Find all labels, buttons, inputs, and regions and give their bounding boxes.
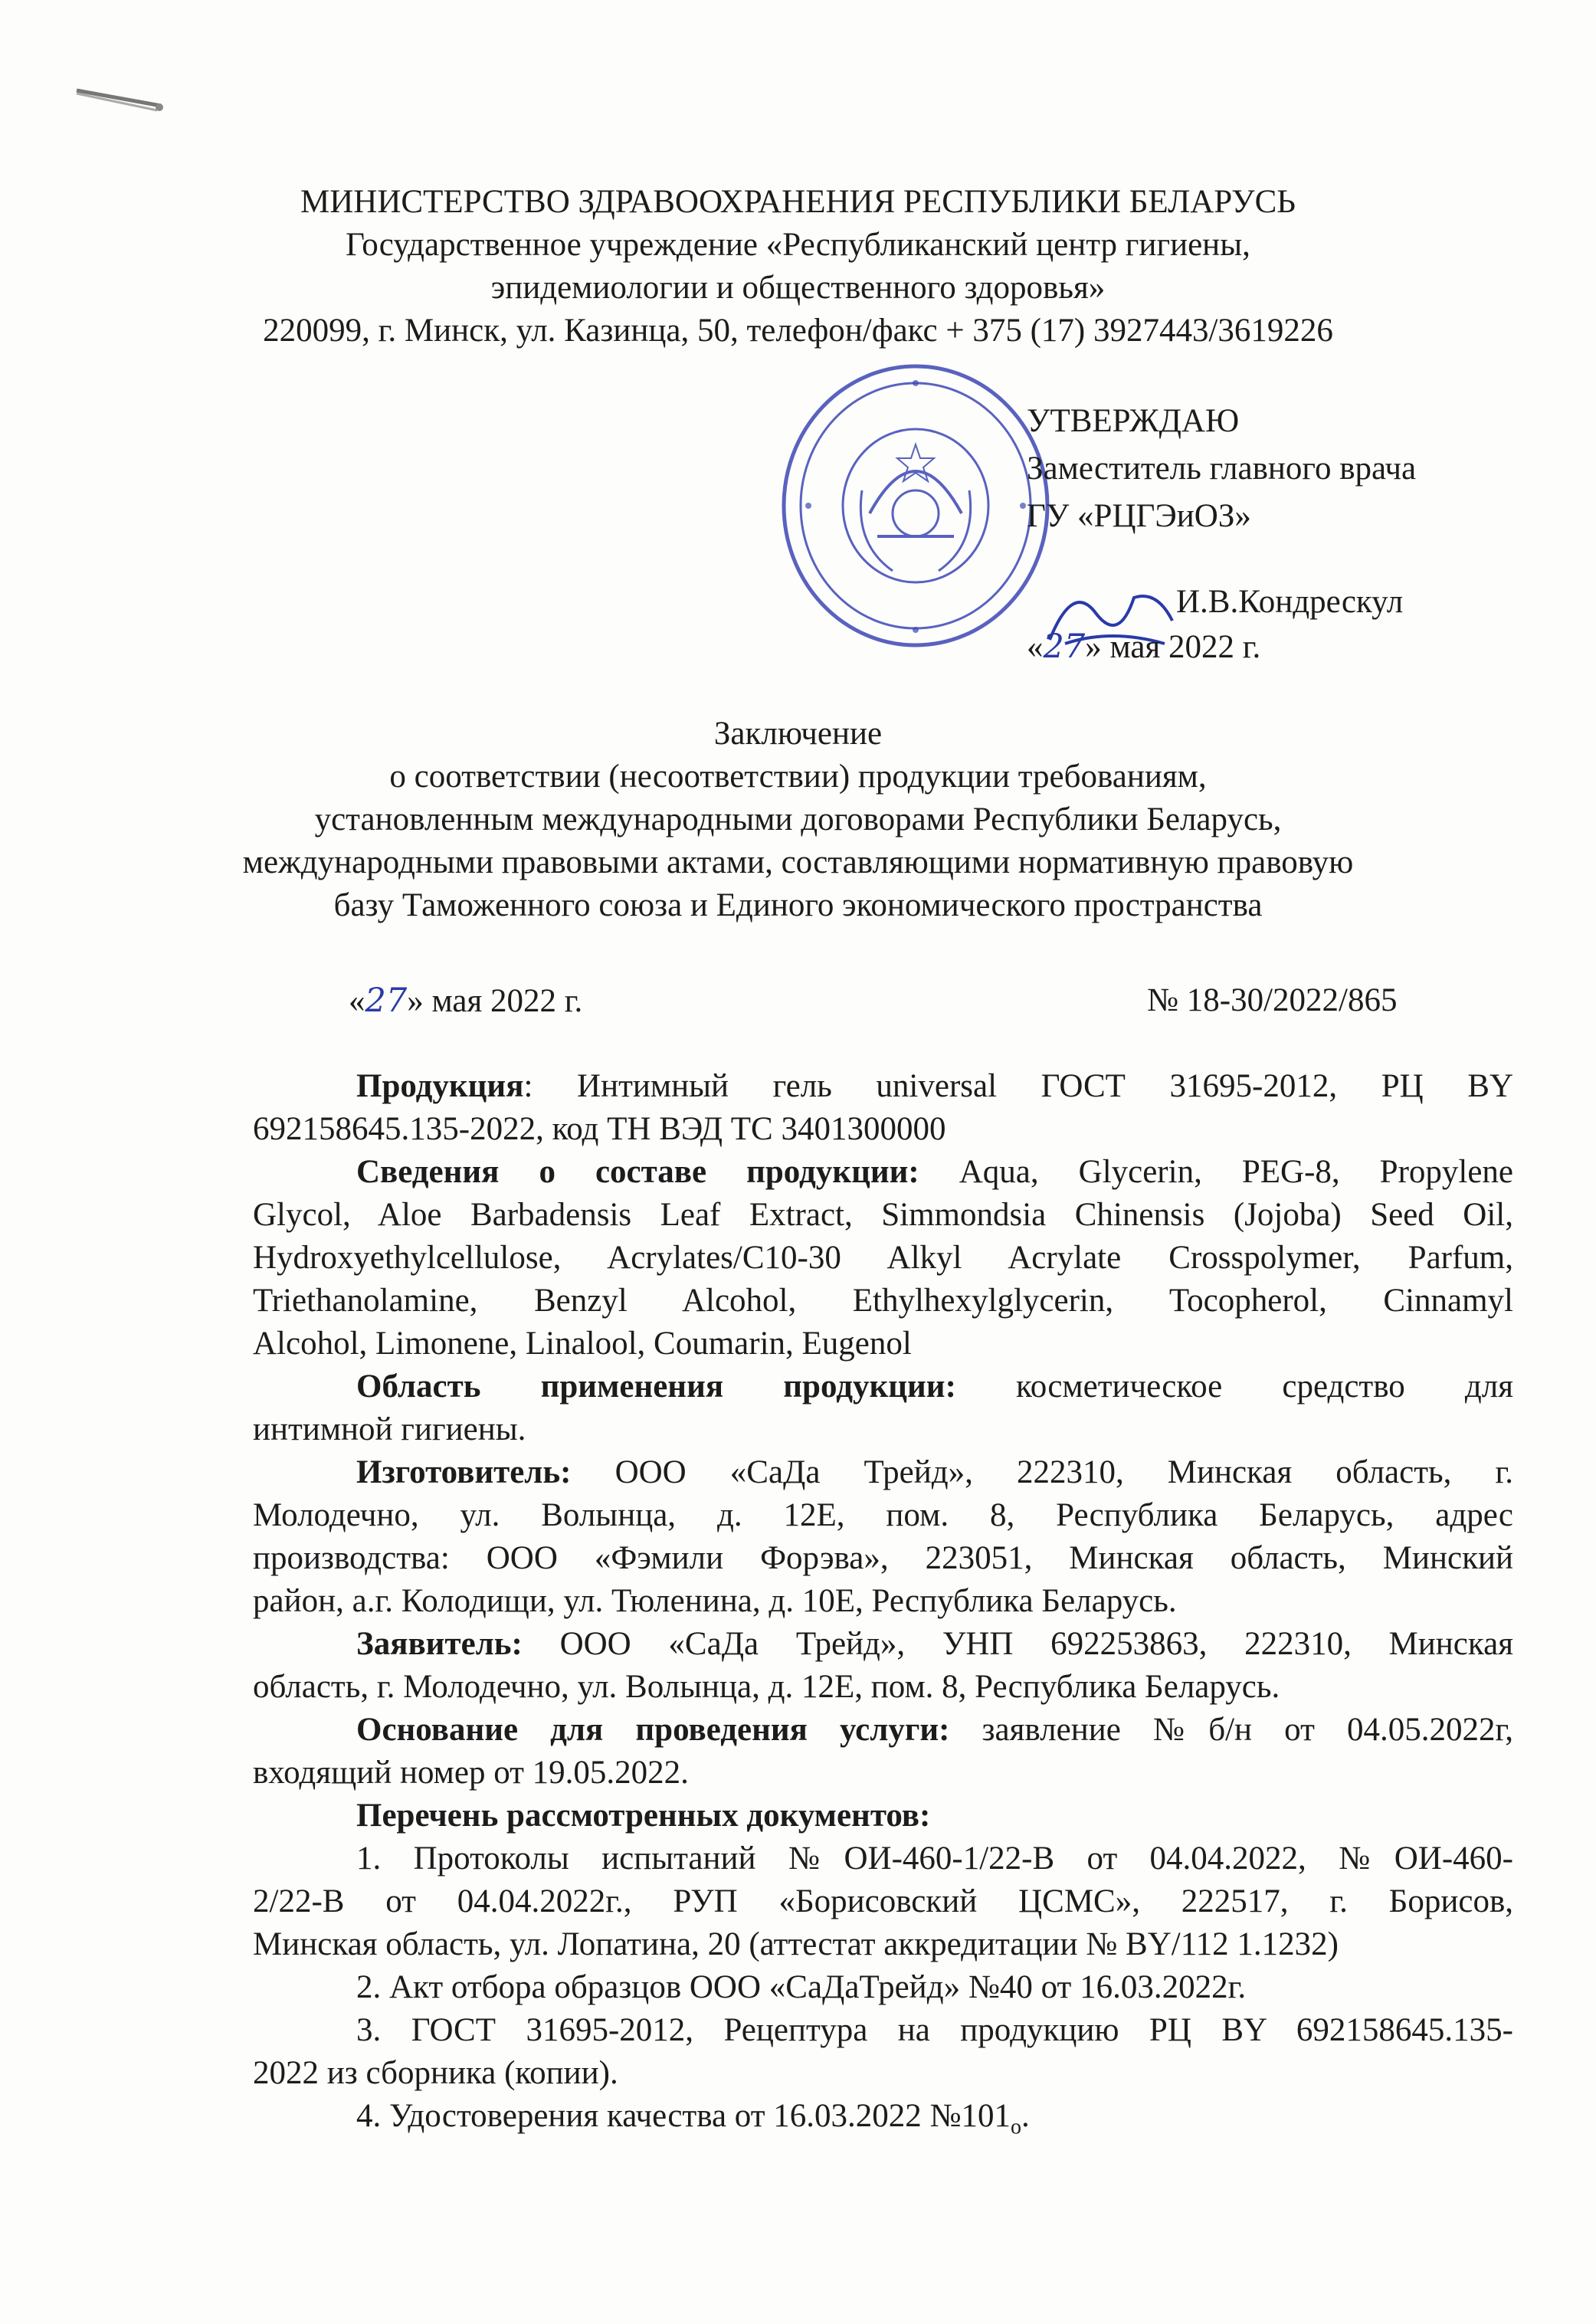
basis-text-1: заявление №б/н от 04.05.2022г, (949, 1712, 1513, 1748)
institution-line-2: эпидемиологии и общественного здоровья» (490, 270, 1106, 306)
scope-line-1 (356, 1365, 1513, 1408)
conclusion-line-4: базу Таможенного союза и Единого экономического пространства (333, 887, 1263, 923)
product-line-2: 692158645.135-2022, код ТН ВЭД ТС 3401300000 (253, 1111, 946, 1147)
product-line-1 (356, 1065, 1513, 1108)
document-item-3-line-2: 2022 из сборника (копии). (253, 2055, 618, 2091)
product-text-1: : Интимный гель universal ГОСТ 31695-2012, РЦ BY (523, 1068, 1513, 1104)
scope-text-1: косметическое средство для (955, 1369, 1513, 1405)
conclusion-line-2: установленным международными договорами Республики Беларусь, (314, 801, 1282, 837)
approval-date-day: 27 (1043, 628, 1086, 666)
scope-line-2: интимной гигиены. (253, 1411, 526, 1447)
approval-date-quote: « (1027, 629, 1044, 665)
document-date-quote: « (349, 983, 365, 1019)
institution-address: 220099, г. Минск, ул. Казинца, 50, телефон/факс + 375 (17) 3927443/3619226 (263, 313, 1333, 349)
document-number: № 18-30/2022/865 (1147, 982, 1398, 1018)
documents-label: Перечень рассмотренных документов: (356, 1798, 931, 1834)
document-date (349, 979, 582, 1023)
document-item-4 (356, 2095, 1030, 2149)
basis-line-1 (356, 1709, 1513, 1752)
approval-date (1027, 625, 1260, 669)
document-item-4-subscript: о (1011, 2115, 1022, 2139)
documents-heading (356, 1795, 930, 1837)
institution-line-1: Государственное учреждение «Республиканский центр гигиены, (346, 227, 1250, 263)
manufacturer-text-1: ООО «СаДа Трейд», 222310, Минская область, г. (571, 1454, 1513, 1490)
document-item-2: 2. Акт отбора образцов ООО «СаДаТрейд» №40 от 16.03.2022г. (356, 1969, 1247, 2005)
document-item-4-text: 4. Удостоверения качества от 16.03.2022 №101 (356, 2098, 1011, 2134)
composition-line-2: Glycol, Aloe Barbadensis Leaf Extract, Simmondsia Chinensis (Jojoba) Seed Oil, (253, 1197, 1513, 1233)
applicant-label: Заявитель: (356, 1626, 523, 1662)
applicant-text-1: ООО «СаДа Трейд», УНП 692253863, 222310, Минская (522, 1626, 1513, 1662)
manufacturer-line-2: Молодечно, ул. Волынца, д. 12Е, пом. 8, Республика Беларусь, адрес (253, 1497, 1513, 1533)
approval-name: И.В.Кондрескул (1176, 584, 1404, 620)
document-item-1-line-3: Минская область, ул. Лопатина, 20 (аттестат аккредитации № BY/112 1.1232) (253, 1926, 1339, 1962)
manufacturer-label: Изготовитель: (356, 1454, 572, 1490)
composition-line-1 (356, 1151, 1513, 1194)
composition-label: Сведения о составе продукции: (356, 1154, 919, 1190)
document-item-3-line-1: 3. ГОСТ 31695-2012, Рецептура на продукцию РЦ BY 692158645.135- (356, 2012, 1513, 2048)
conclusion-line-3: международными правовыми актами, составляющими нормативную правовую (242, 844, 1354, 880)
manufacturer-line-1 (356, 1451, 1513, 1494)
basis-line-2: входящий номер от 19.05.2022. (253, 1755, 689, 1791)
composition-line-5: Alcohol, Limonene, Linalool, Coumarin, Eugenol (253, 1326, 912, 1362)
composition-line-4: Triethanolamine, Benzyl Alcohol, Ethylhexylglycerin, Tocopherol, Cinnamyl (253, 1283, 1513, 1319)
round-stamp-icon (778, 360, 1054, 651)
approval-org: ГУ «РЦГЭиОЗ» (1027, 498, 1251, 534)
composition-text-1: Aqua, Glycerin, PEG-8, Propylene (919, 1154, 1514, 1190)
product-label: Продукция (356, 1068, 524, 1104)
composition-line-3: Hydroxyethylcellulose, Acrylates/C10-30 Alkyl Acrylate Crosspolymer, Parfum, (253, 1240, 1513, 1276)
document-item-1-line-2: 2/22-В от 04.04.2022г., РУП «Борисовский ЦСМС», 222517, г. Борисов, (253, 1883, 1513, 1919)
applicant-line-2: область, г. Молодечно, ул. Волынца, д. 12Е, пом. 8, Республика Беларусь. (253, 1669, 1280, 1705)
document-item-1-line-1: 1. Протоколы испытаний №ОИ-460-1/22-В от 04.04.2022, №ОИ-460- (356, 1841, 1513, 1877)
ministry-title: МИНИСТЕРСТВО ЗДРАВООХРАНЕНИЯ РЕСПУБЛИКИ БЕЛАРУСЬ (300, 184, 1296, 220)
scope-label: Область применения продукции: (356, 1369, 956, 1405)
manufacturer-line-3: производства: ООО «Фэмили Форэва», 223051, Минская область, Минский (253, 1540, 1513, 1576)
staple-mark (69, 77, 169, 123)
document-item-4-end: . (1021, 2098, 1030, 2134)
manufacturer-line-4: район, а.г. Колодищи, ул. Тюленина, д. 10Е, Республика Беларусь. (253, 1583, 1177, 1619)
approval-title: УТВЕРЖДАЮ (1027, 403, 1240, 439)
conclusion-line-1: о соответствии (несоответствии) продукции требованиям, (389, 759, 1207, 795)
basis-label: Основание для проведения услуги: (356, 1712, 950, 1748)
approval-date-rest: » мая 2022 г. (1085, 629, 1261, 665)
document-date-day: 27 (365, 982, 408, 1020)
conclusion-title: Заключение (713, 716, 883, 752)
applicant-line-1 (356, 1623, 1513, 1666)
document-date-rest: » мая 2022 г. (407, 983, 583, 1019)
approval-position: Заместитель главного врача (1027, 451, 1417, 487)
